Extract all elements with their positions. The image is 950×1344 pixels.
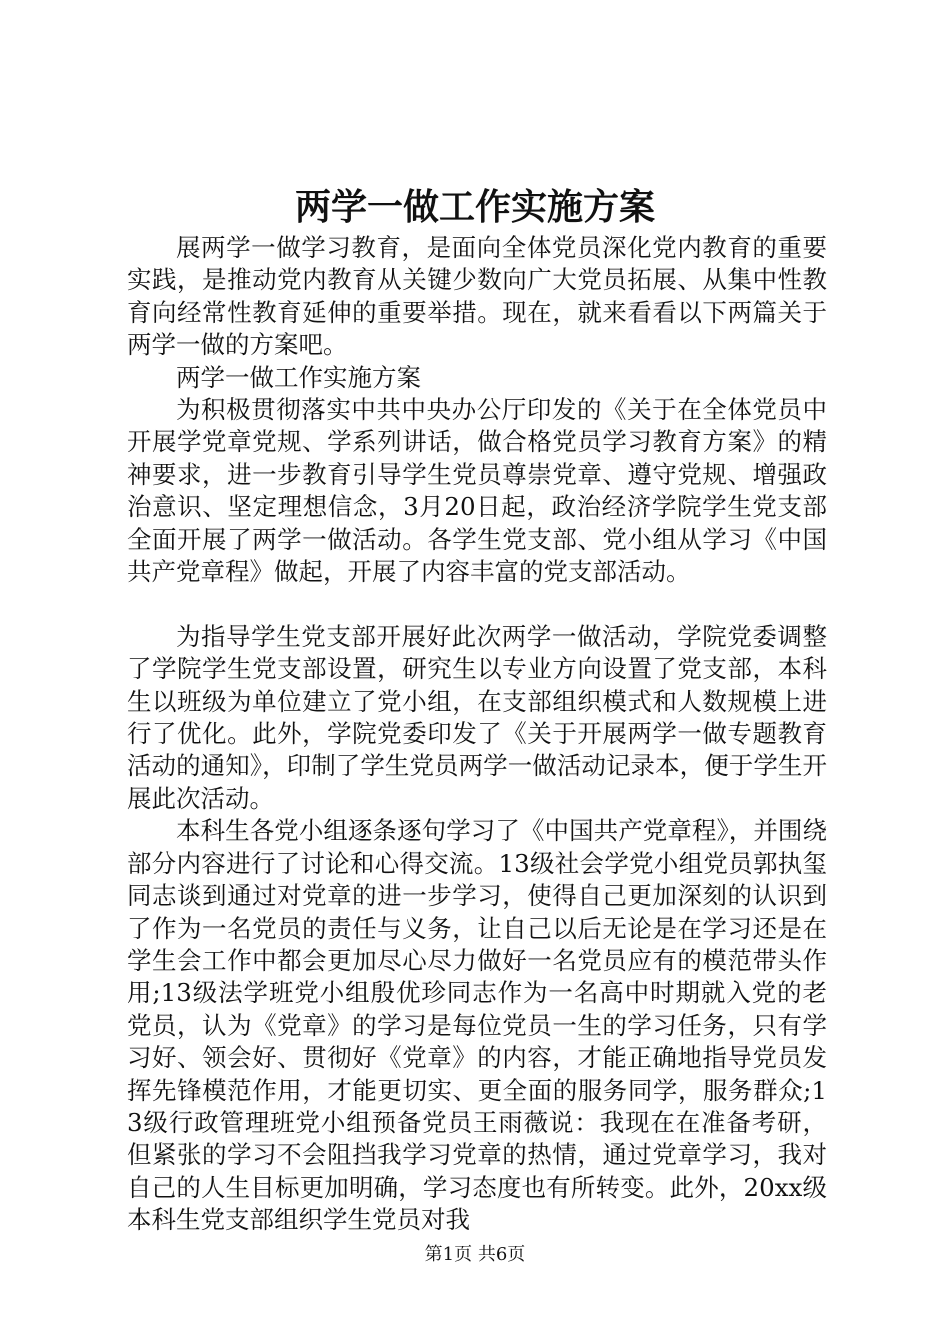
document-body xyxy=(127,232,827,1237)
paragraph-subtitle: 两学一做工作实施方案 xyxy=(176,362,421,392)
paragraph-background: 为积极贯彻落实中共中央办公厅印发的《关于在全体党员中开展学党章党规、学系列讲话，做合格党员学习教育方案》的精神要求，进一步教育引导学生党员尊崇党章、遵守党规、增强政治意识、坚定理想信念，3月20日起，政治经济学院学生党支部全面开展了两学一做活动。各学生党支部、党小组从学习《中国共产党章程》做起，开展了内容丰富的党支部活动。 xyxy=(127,395,827,587)
paragraph-organization: 为指导学生党支部开展好此次两学一做活动，学院党委调整了学院学生党支部设置，研究生以专业方向设置了党支部，本科生以班级为单位建立了党小组，在支部组织模式和人数规模上进行了优化。此外，学院党委印发了《关于开展两学一做专题教育活动的通知》，印制了学生党员两学一做活动记录本，便于学生开展此次活动。 xyxy=(127,621,827,813)
page-number-footer: 第1页 共6页 xyxy=(424,1244,526,1265)
paragraph-study-groups: 本科生各党小组逐条逐句学习了《中国共产党章程》，并围绕部分内容进行了讨论和心得交流。13级社会学党小组党员郭执玺同志谈到通过对党章的进一步学习，使得自己更加深刻的认识到了作为一名党员的责任与义务，让自己以后无论是在学习还是在学生会工作中都会更加尽心尽力做好一名党员应有的模范带头作用;13级法学班党小组殷优珍同志作为一名高中时期就入党的老党员，认为《党章》的学习是每位党员一生的学习任务，只有学习好、领会好、贯彻好《党章》的内容，才能正确地指导党员发挥先锋模范作用，才能更切实、更全面的服务同学，服务群众;13级行政管理班党小组预备党员王雨薇说：我现在在准备考研，但紧张的学习不会阻挡我学习党章的热情，通过党章学习，我对自己的人生目标更加明确，学习态度也有所转变。此外，20xx级本科生党支部组织学生党员对我 xyxy=(127,816,827,1235)
paragraph-spacer xyxy=(127,588,827,620)
paragraph-intro: 展两学一做学习教育，是面向全体党员深化党内教育的重要实践，是推动党内教育从关键少数向广大党员拓展、从集中性教育向经常性教育延伸的重要举措。现在，就来看看以下两篇关于两学一做的方案吧。 xyxy=(127,233,827,360)
document-title: 两学一做工作实施方案 xyxy=(294,186,655,228)
